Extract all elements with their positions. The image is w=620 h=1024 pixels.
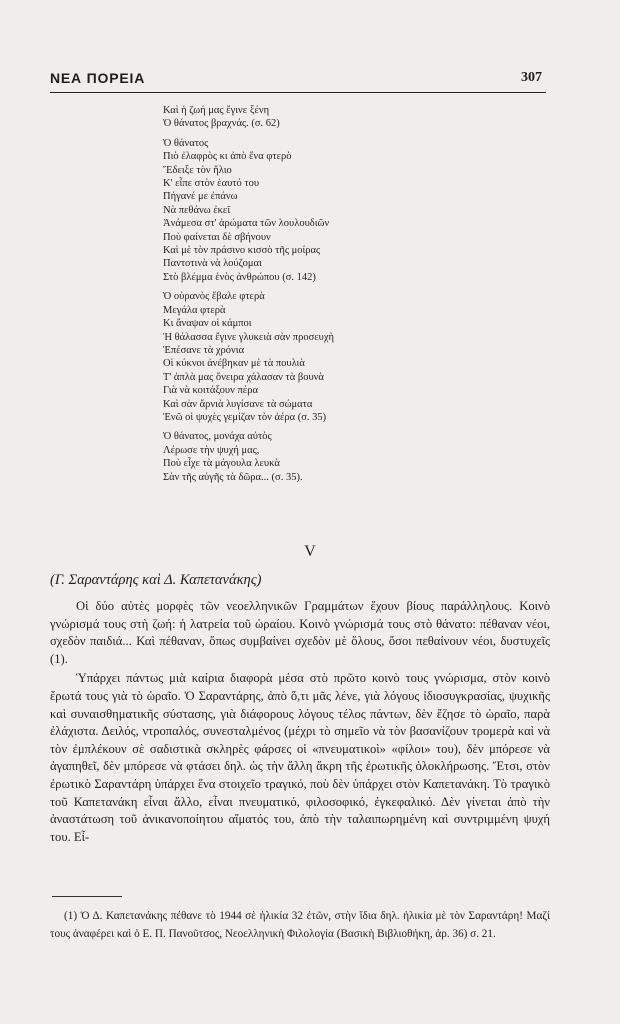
paragraph: Ὑπάρχει πάντως μιὰ καίρια διαφορὰ μέσα στὸ πρῶτο κοινὸ τους γνώρισμα, στὸν κοινὸ ἔρωτά τους γιὰ τὸ ὡραῖο. Ὁ Σαραντάρης, ἀπὸ ὅ,τι μᾶς λένε, γιὰ λόγους ἰδιοσυγκρασίας, ψυχικῆς καὶ συναισθηματικῆς σύστασης, γιὰ διάφορους λόγους τέλος πάντων, δὲν ἔζησε τὸ ὡραῖο, παρὰ ἐλάχιστα. Δειλός, ντροπαλός, συνεσταλμένος (μέχρι τὸ σημεῖο νὰ τὸν βασανίζουν τρομερὰ καὶ νὰ τὸν ἐμπλέκουν σὲ σαδιστικὰ σκληρὲς φάρσες οἱ «πνευματικοὶ» «φίλοι» του), δὲν μπόρεσε νὰ ἀγαπηθεῖ, δὲν μπόρεσε νὰ φτάσει δηλ. ὡς τὴν ἄλλη ἄκρη τῆς ἐρωτικῆς ὁλοκλήρωσης. Ἔτσι, στὸν ἐρωτικὸ Σαραντάρη ὑπάρχει ἕνα στοιχεῖο τραγικό, ποὺ δὲν ὑπάρχει στὸν Καπετανάκη. Τὸ τραγικὸ τοῦ Καπετανάκη εἶναι ἄλλο, εἶναι πνευματικό, φιλοσοφικό, ἐγκεφαλικό. Δὲν γίνεται ἀπὸ τὴν ἀναστάτωση τοῦ ἀνικανοποίητου αἵματός του, ἀπὸ τὴν ταλαιπωρημένη καὶ συντριμμένη ψυχή του. Εἶ- [50,671,550,844]
poem-line: Ἀνάμεσα στ' ἀρώματα τῶν λουλουδιῶν [163,218,330,230]
page-number: 307 [521,70,542,85]
poem-line: Πήγανέ με ἐπάνω [163,191,238,203]
poem-line: Ἡ θάλασσα ἔγινε γλυκειὰ σὰν προσευχὴ [163,331,335,343]
poem-line: Παντοτινὰ νὰ λούζομαι [163,258,262,270]
poem-line: Γιὰ νὰ κοιτάξουν πέρα [163,385,258,397]
poem-stanza [163,137,334,284]
poem-stanza [163,104,334,131]
poem-line: Ποὺ φαίνεται δὲ σβήνουν [163,231,271,243]
poem-line: Ὁ θάνατος [163,137,209,149]
poem-line: Ἔδειξε τὸν ἥλιο [163,164,232,176]
poem-line: Οἱ κύκνοι ἀνέβηκαν μὲ τὰ πουλιὰ [163,358,305,370]
poem-line: Πιὸ ἐλαφρὸς κι ἀπὸ ἕνα φτερὸ [163,151,292,163]
poem-line: Ἐπέσανε τὰ χρόνια [163,344,245,356]
poem-line: Καὶ μὲ τὸν πράσινο κισσὸ τῆς μοίρας [163,245,321,257]
poem-line: Λέρωσε τὴν ψυχή μας, [163,444,260,456]
body-text [50,598,550,846]
poem-line: Ὁ οὐρανὸς ἔβαλε φτερὰ [163,291,265,303]
paragraph: Οἱ δύο αὐτὲς μορφὲς τῶν νεοελληνικῶν Γραμμάτων ἔχουν βίους παράλληλους. Κοινὸ γνώρισμά τους στὴ ζωή: ἡ λατρεία τοῦ ὡραίου. Κοινὸ γνώρισμά τους στὸ θάνατο: πέθαναν νέοι, σχεδὸν παιδιά... Καὶ πέθαναν, ὅπως συμβαίνει σχεδὸν μὲ ὅλους, ὅσοι πεθαίνουν νέοι, δυστυχεῖς (1). [50,599,550,666]
footnote-divider [52,896,122,897]
section-numeral: V [304,543,316,560]
poem-line: Τ' ἁπλὰ μας ὄνειρα χάλασαν τὰ βουνὰ [163,371,324,383]
poem-line: Ὁ θάνατος βραχνάς. (σ. 62) [163,118,280,130]
poem-line: Καὶ σὰν ἄρνιὰ λυγίσανε τὰ σώματα [163,398,313,410]
poem-line: Καὶ ἡ ζωή μας ἔγινε ξένη [163,105,270,116]
poem-line: Ἐνῶ οἱ ψυχὲς γεμίζαν τὸν ἀέρα (σ. 35) [163,411,327,423]
poem-line: Σὰν τῆς αὐγῆς τὰ δῶρα... (σ. 35). [163,471,303,483]
poem-line: Μεγάλα φτερὰ [163,304,226,316]
section-title: (Γ. Σαραντάρης καὶ Δ. Καπετανάκης) [50,572,262,588]
footnote: (1) Ὁ Δ. Καπετανάκης πέθανε τὸ 1944 σὲ ἡλικία 32 ἐτῶν, στὴν ἴδια δηλ. ἡλικία μὲ τὸν Σαραντάρη! Μαζί τους ἀναφέρει καὶ ὁ Ε. Π. Πανοῦτσος, Νεοελληνικὴ Φιλολογία (Βασικὴ Βιβλιοθήκη, ἀρ. 36) σ. 21. [50,910,550,940]
poem-line: Στὸ βλέμμα ἑνὸς ἀνθρώπου (σ. 142) [163,271,316,283]
running-header [50,70,546,93]
poem-stanza [163,290,334,424]
journal-title: ΝΕΑ ΠΟΡΕΙΑ [50,70,146,86]
poem-line: Ὁ θάνατος, μονάχα αὐτὸς [163,431,272,443]
poem-line: Ποὺ εἶχε τὰ μάγουλα λευκὰ [163,458,280,470]
poem-line: Νὰ πεθάνω ἐκεῖ [163,204,231,216]
poem-line: Κι ἄναψαν οἱ κάμποι [163,318,252,330]
poem-stanza [163,430,334,484]
quoted-poem [163,104,334,490]
poem-line: Κ' εἶπε στὸν ἑαυτό του [163,178,260,190]
